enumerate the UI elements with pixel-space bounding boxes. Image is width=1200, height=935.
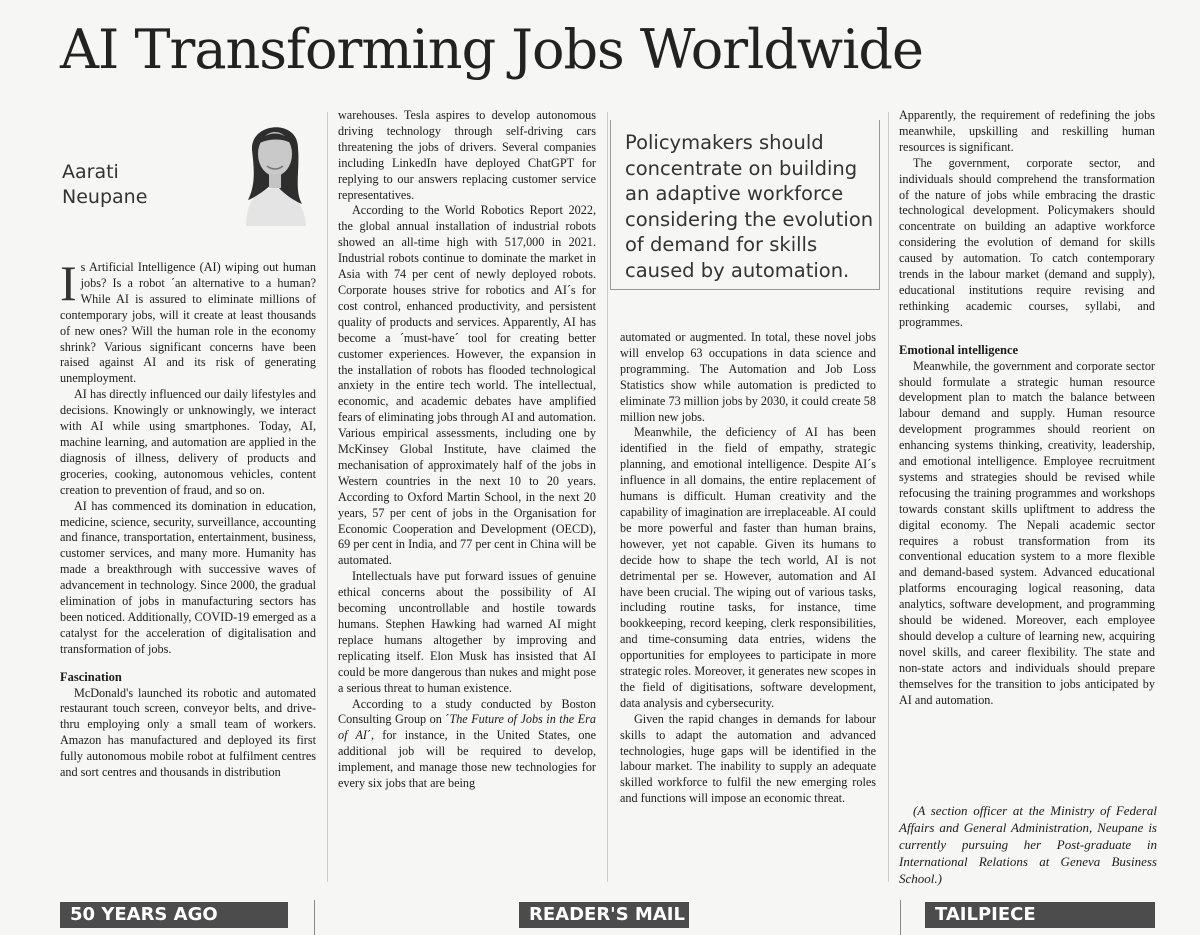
pull-quote: Policymakers should concentrate on building an adaptive workforce considering the evolution of demand for skills caused by automation. — [610, 120, 880, 290]
author-note: (A section officer at the Ministry of Federal Affairs and General Administration, Neupane is currently pursuing her Post-graduate in International Relations at Geneva Business School.) — [899, 803, 1157, 886]
drop-cap: I — [60, 255, 77, 311]
divider — [900, 900, 901, 935]
paragraph: According to the World Robotics Report 2022, the global annual installation of industrial robots showed an all-time high with 517,000 in 2021. Industrial robots continue to dominate the market in Asia with 74 per cent of newly deployed robots. Corporate houses strive for robotics and AI´s for cost control, enhanced productivity, and persistent quality of products and services. Apparently, AI has become a ´must-have´ tool for creating better customer experiences. However, the expansion in the installation of robots has flooded technological anxiety in the entire tech world. The intellectual, economic, and academic debates have amplified fears of eliminating jobs through AI and automation. Various empirical assessments, including one by McKinsey Global Institute, have claimed the mechanisation of approximately half of the jobs in Western countries in the next 10 to 20 years. According to Oxford Martin School, in the next 20 years, 57 per cent of jobs in the Organisation for Economic Cooperation and Development (OECD), 69 per cent in India, and 77 per cent in China will be automated. — [338, 203, 596, 568]
column-4 — [899, 108, 1155, 709]
study-title: The Future of Jobs in the Era of AI — [338, 712, 596, 743]
column-1 — [60, 108, 316, 781]
author-first-name: Aarati — [62, 161, 119, 183]
section-heading-emotional-intelligence: Emotional intelligence — [899, 342, 1019, 357]
divider — [314, 900, 315, 935]
author-name — [62, 160, 147, 210]
paragraph: Apparently, the requirement of redefining the jobs meanwhile, upskilling and reskilling human resources is significant. — [899, 108, 1155, 154]
paragraph: Given the rapid changes in demands for labour skills to adapt the automation and advanced technologies, huge gaps will be identified in the labour market. The inability to supply an adequate skilled workforce to fulfil the new emerging roles and functions will impose an economic threat. — [620, 711, 876, 806]
author-last-name: Neupane — [62, 186, 148, 208]
paragraph: Intellectuals have put forward issues of genuine ethical concerns about the possibility of AI becoming uncontrollable and hostile towards humans. Stephen Hawking had warned AI might replace humans altogether by improving and replicating itself. Elon Musk has insisted that AI could be more dangerous than nukes and might pose a serious threat to human existence. — [338, 569, 596, 695]
author-photo — [228, 108, 320, 226]
section-band-50-years-ago: 50 YEARS AGO — [60, 902, 288, 928]
byline — [60, 108, 316, 260]
paragraph: Meanwhile, the deficiency of AI has been identified in the field of empathy, strategic planning, and emotional intelligence. Despite AI´s influence in all domains, the entire replacement of humans is difficult. Human creativity and the capability of imagination are irreplaceable. AI could be more powerful and faster than human brains, however, yet not capable. Given its humans to decide how to shape the tech world, AI is not detrimental per se. However, automation and AI have been crucial. The wiping out of various tasks, including routine tasks, for instance, time bookkeeping, record keeping, clerk responsibilities, and time-consuming data entries, widens the opportunities for employees to participate in more strategic roles. Moreover, it generates new scopes in the field of digitisations, software development, data analysis and cybersecurity. — [620, 425, 876, 710]
column-divider — [607, 112, 608, 882]
paragraph: The government, corporate sector, and individuals should comprehend the transformation of the nature of jobs while embracing the drastic technological development. Policymakers should concentrate on building an adaptive workforce considering the evolution of demand for skills caused by automation. To catch contemporary trends in the labour market (demand and supply), educational institutions require revising and rethinking academic courses, syllabi, and programmes. — [899, 155, 1155, 329]
section-heading-fascination: Fascination — [60, 669, 122, 684]
column-2 — [338, 108, 596, 792]
paragraph: Is Artificial Intelligence (AI) wiping out human jobs? Is a robot ´an alternative to a human? While AI is assured to eliminate millions of contemporary jobs, will it create at least thousands of new ones? Will the human role in the economy shrink? Various significant concerns have been raised against AI and its risk of generating unemployment. — [60, 255, 316, 386]
column-3 — [620, 330, 876, 807]
paragraph: McDonald's launched its robotic and automated restaurant touch screen, conveyor belts, and drive-thru employing only a small team of workers. Amazon has manufactured and deployed its first fully autonomous mobile robot at fulfilment centres and sort centres and thousands in distribution — [60, 685, 316, 780]
column-divider — [327, 112, 328, 882]
paragraph: AI has directly influenced our daily lifestyles and decisions. Knowingly or unknowingly, we interact with AI while using smartphones. Today, AI, machine learning, and automation are applied in the diagnosis of illness, delivery of products and groceries, cooking, autonomous vehicles, content creation to prevention of fraud, and so on. — [60, 387, 316, 497]
paragraph: According to a study conducted by Boston Consulting Group on ´The Future of Jobs in the Era of AI´, for instance, in the United States, one additional job will be required to develop, implement, and manage those new technologies for every six jobs that are being — [338, 696, 596, 791]
paragraph: warehouses. Tesla aspires to develop autonomous driving technology through self-driving cars threatening the jobs of drivers. Several companies including LinkedIn have deployed ChatGPT for replying to our answers replacing customer service representatives. — [338, 108, 596, 202]
paragraph: Meanwhile, the government and corporate sector should formulate a strategic human resource development plan to match the balance between labour demand and supply. Human resource development programmes should reorient on enhancing systems thinking, creativity, leadership, and emotional intelligence. Employee recruitment systems and strategies should be revised while refocusing the training programmes and workshops towards constant skills upliftment to address the digital economy. The Nepali academic sector requires a robust transformation from its conventional education system to a more flexible and demand-based system. Advanced educational platforms encouraging logical reasoning, data analytics, software development, and programming should be widened. Moreover, each employee should develop a culture of learning new, acquiring novel skills, and career flexibility. The state and non-state actors and individuals should prepare themselves for the transition to jobs anticipated by AI and automation. — [899, 358, 1155, 707]
paragraph: AI has commenced its domination in education, medicine, science, security, surveillance, accounting and finance, transportation, entertainment, business, customer services, and many more. Humanity has made a breakthrough with successive waves of advancement in technology. Since 2000, the gradual elimination of jobs in manufacturing sectors has been noticed. Additionally, COVID-19 emerged as a catalyst for the acceleration of digitalisation and transformation of jobs. — [60, 498, 316, 656]
section-band-tailpiece: TAILPIECE — [925, 902, 1155, 928]
paragraph: automated or augmented. In total, these novel jobs will envelop 63 occupations in data science and programming. The Automation and Job Loss Statistics show while automation is predicted to eliminate 73 million jobs by 2030, it could create 58 million new jobs. — [620, 330, 876, 424]
column-divider — [888, 112, 889, 882]
section-band-readers-mail: READER'S MAIL — [519, 902, 689, 928]
headline: AI Transforming Jobs Worldwide — [60, 18, 923, 81]
